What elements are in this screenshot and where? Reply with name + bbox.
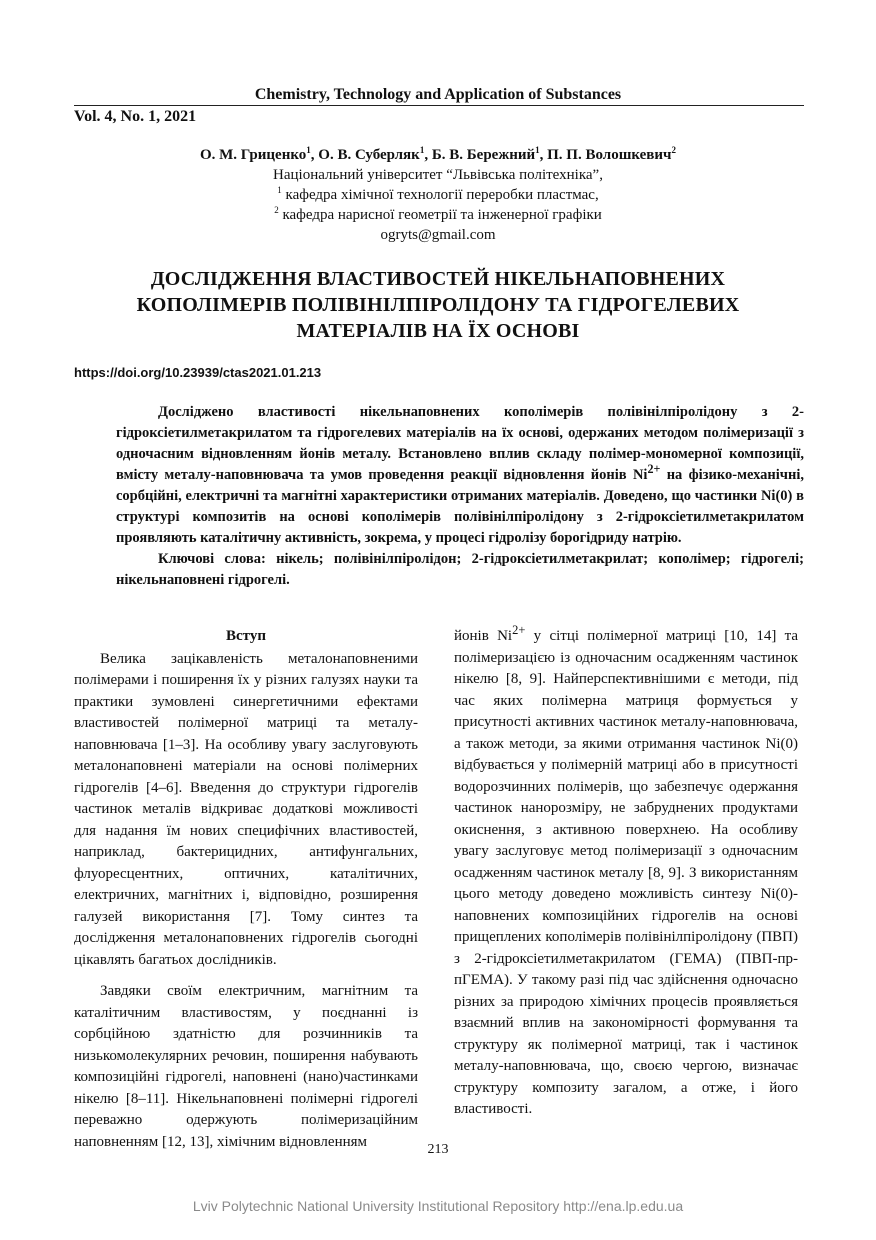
page-number: 213 (427, 1142, 449, 1157)
header-rule (74, 105, 804, 106)
affil-text: кафедра хімічної технології переробки пластмас, (281, 187, 599, 203)
affil-mark: 1 (277, 185, 282, 195)
repository-footer: Lviv Polytechnic National University Institutional Repository http://ena.lp.edu.ua (192, 1198, 684, 1214)
affil-text: кафедра нарисної геометрії та інженерної графіки (278, 207, 602, 223)
abstract-part: на фізико-механічні, сорбційні, електричні та магнітні характеристики отриманих матеріалів. Доведено, що частинки Ni(0) в структурі композитів на основі кополімерів полівінілпіролідону з 2-гідроксіетилметакрилатом проявляють каталітичну активність, зокрема, у процесі гідролізу борогідриду натрію. (116, 467, 804, 546)
author-name: О. М. Гриценко (199, 147, 307, 163)
affiliation-dept-2 (0, 207, 876, 224)
paragraph (454, 623, 798, 1121)
section-heading: Вступ (226, 628, 266, 644)
author-email: ogryts@gmail.com (380, 227, 496, 243)
author-affil-mark: 1 (419, 145, 425, 155)
right-column (454, 623, 798, 1121)
title-line: ДОСЛІДЖЕННЯ ВЛАСТИВОСТЕЙ НІКЕЛЬНАПОВНЕНИХ (150, 268, 726, 290)
affil-mark: 2 (274, 205, 279, 215)
paper-title (100, 266, 776, 344)
author-list (0, 147, 876, 164)
paragraph: Велика зацікавленість металонаповненими полімерами і поширення їх у різних галузях науки та практики зумовлені синергетичними ефектами властивостей полімерної матриці та металу-наповнювача [1–3]. На особливу увагу заслуговують металонаповнені матеріали на основі полімерних гідрогелів [4–6]. Введення до структури гідрогелів частинок металів відкриває додаткові можливості для надання їм нових специфічних властивостей, наприклад, бактерицидних, антифунгальних, флуоресцентних, оптичних, каталітичних, електричних, магнітних і, відповідно, розширення галузей використання [7]. Тому синтез та дослідження металонаповнених гідрогелів сьогодні цікавлять багатьох дослідників. (74, 650, 418, 968)
title-line: КОПОЛІМЕРІВ ПОЛІВІНІЛПІРОЛІДОНУ ТА ГІДРОГЕЛЕВИХ (136, 294, 740, 316)
doi-link[interactable]: https://doi.org/10.23939/ctas2021.01.213 (74, 365, 322, 380)
affiliation-university: Національний університет “Львівська політехніка”, (273, 167, 603, 183)
keywords: Ключові слова: нікель; полівінілпіролідон; 2-гідроксіетилметакрилат; кополімер; гідрогелі; нікельнаповнені гідрогелі. (116, 551, 804, 588)
paragraph: Завдяки своїм електричним, магнітним та каталітичним властивостям, у поєднанні із сорбційною здатністю для розчинників та низькомолекулярних речовин, поширення набувають композиційні гідрогелі, наповнені (нано)частинками нікелю [8–11]. Нікельнаповнені полімерні гідрогелі переважно одержують полімеризаційним наповненням [12, 13], хімічним відновленням (74, 983, 418, 1150)
author-affil-mark: 1 (535, 145, 540, 155)
journal-title: Chemistry, Technology and Application of Substances (254, 86, 622, 103)
author-affil-mark: 1 (306, 145, 311, 155)
author-name: П. П. Волошкевич (547, 147, 672, 163)
abstract (116, 402, 804, 591)
author-name: Б. В. Бережний (431, 147, 536, 163)
title-line: МАТЕРІАЛІВ НА ЇХ ОСНОВІ (296, 320, 580, 342)
ion-charge: 2+ (647, 462, 661, 477)
abstract-text (116, 402, 804, 549)
left-column (74, 626, 418, 1153)
volume-issue: Vol. 4, No. 1, 2021 (74, 108, 197, 125)
abstract-part: Досліджено властивості нікельнаповнених кополімерів полівінілпіролідону з 2-гідроксіетилметакрилатом та гідрогелевих матеріалів на їх основі, одержаних методом полімеризації з одночасним відновленням йонів металу. Встановлено вплив складу полімер-мономерної композиції, вмісту металу-наповнювача та умов проведення реакції відновлення йонів Ni (116, 404, 804, 483)
author-separator: , (424, 147, 432, 163)
author-separator: , (539, 147, 548, 163)
author-separator: , (310, 147, 319, 163)
paragraph-part: йонів Ni (454, 628, 513, 644)
paragraph-part: у сітці полімерної матриці [10, 14] та полімеризацією із одночасним осадженням частинок нікелю [8, 9]. Найперспективнішими є методи, під час яких полімерна матриця формується у присутності активних частинок металу-наповнювача, а також методи, за якими отримання частинок Ni(0) відбувається у полімерній матриці або в присутності водорозчинних полімерів, що забезпечує одержання частинок нанорозміру, не забруднених продуктами окиснення, з активною поверхнею. На особливу увагу заслуговує метод полімеризації з одночасним осадженням частинок металу [8, 9]. З використанням цього методу доведено можливість синтезу Ni(0)-наповнених композиційних гідрогелів на основі прищеплених кополімерів полівінілпіролідону (ПВП) з 2-гідроксіетилметакрилатом (ГЕМА) (ПВП-пр-пГЕМА). У такому разі під час здійснення одночасно різних за природою хімічних процесів проявляється взаємний вплив на закономірності формування та структуру як полімерної матриці, так і частинок металу-наповнювача, що, своєю чергою, визначає структуру композиту загалом, а отже, і його властивості. (454, 628, 798, 1117)
author-affil-mark: 2 (671, 145, 676, 155)
affiliation-dept-1 (0, 187, 876, 204)
ion-charge: 2+ (512, 623, 526, 637)
author-name: О. В. Суберляк (318, 147, 420, 163)
